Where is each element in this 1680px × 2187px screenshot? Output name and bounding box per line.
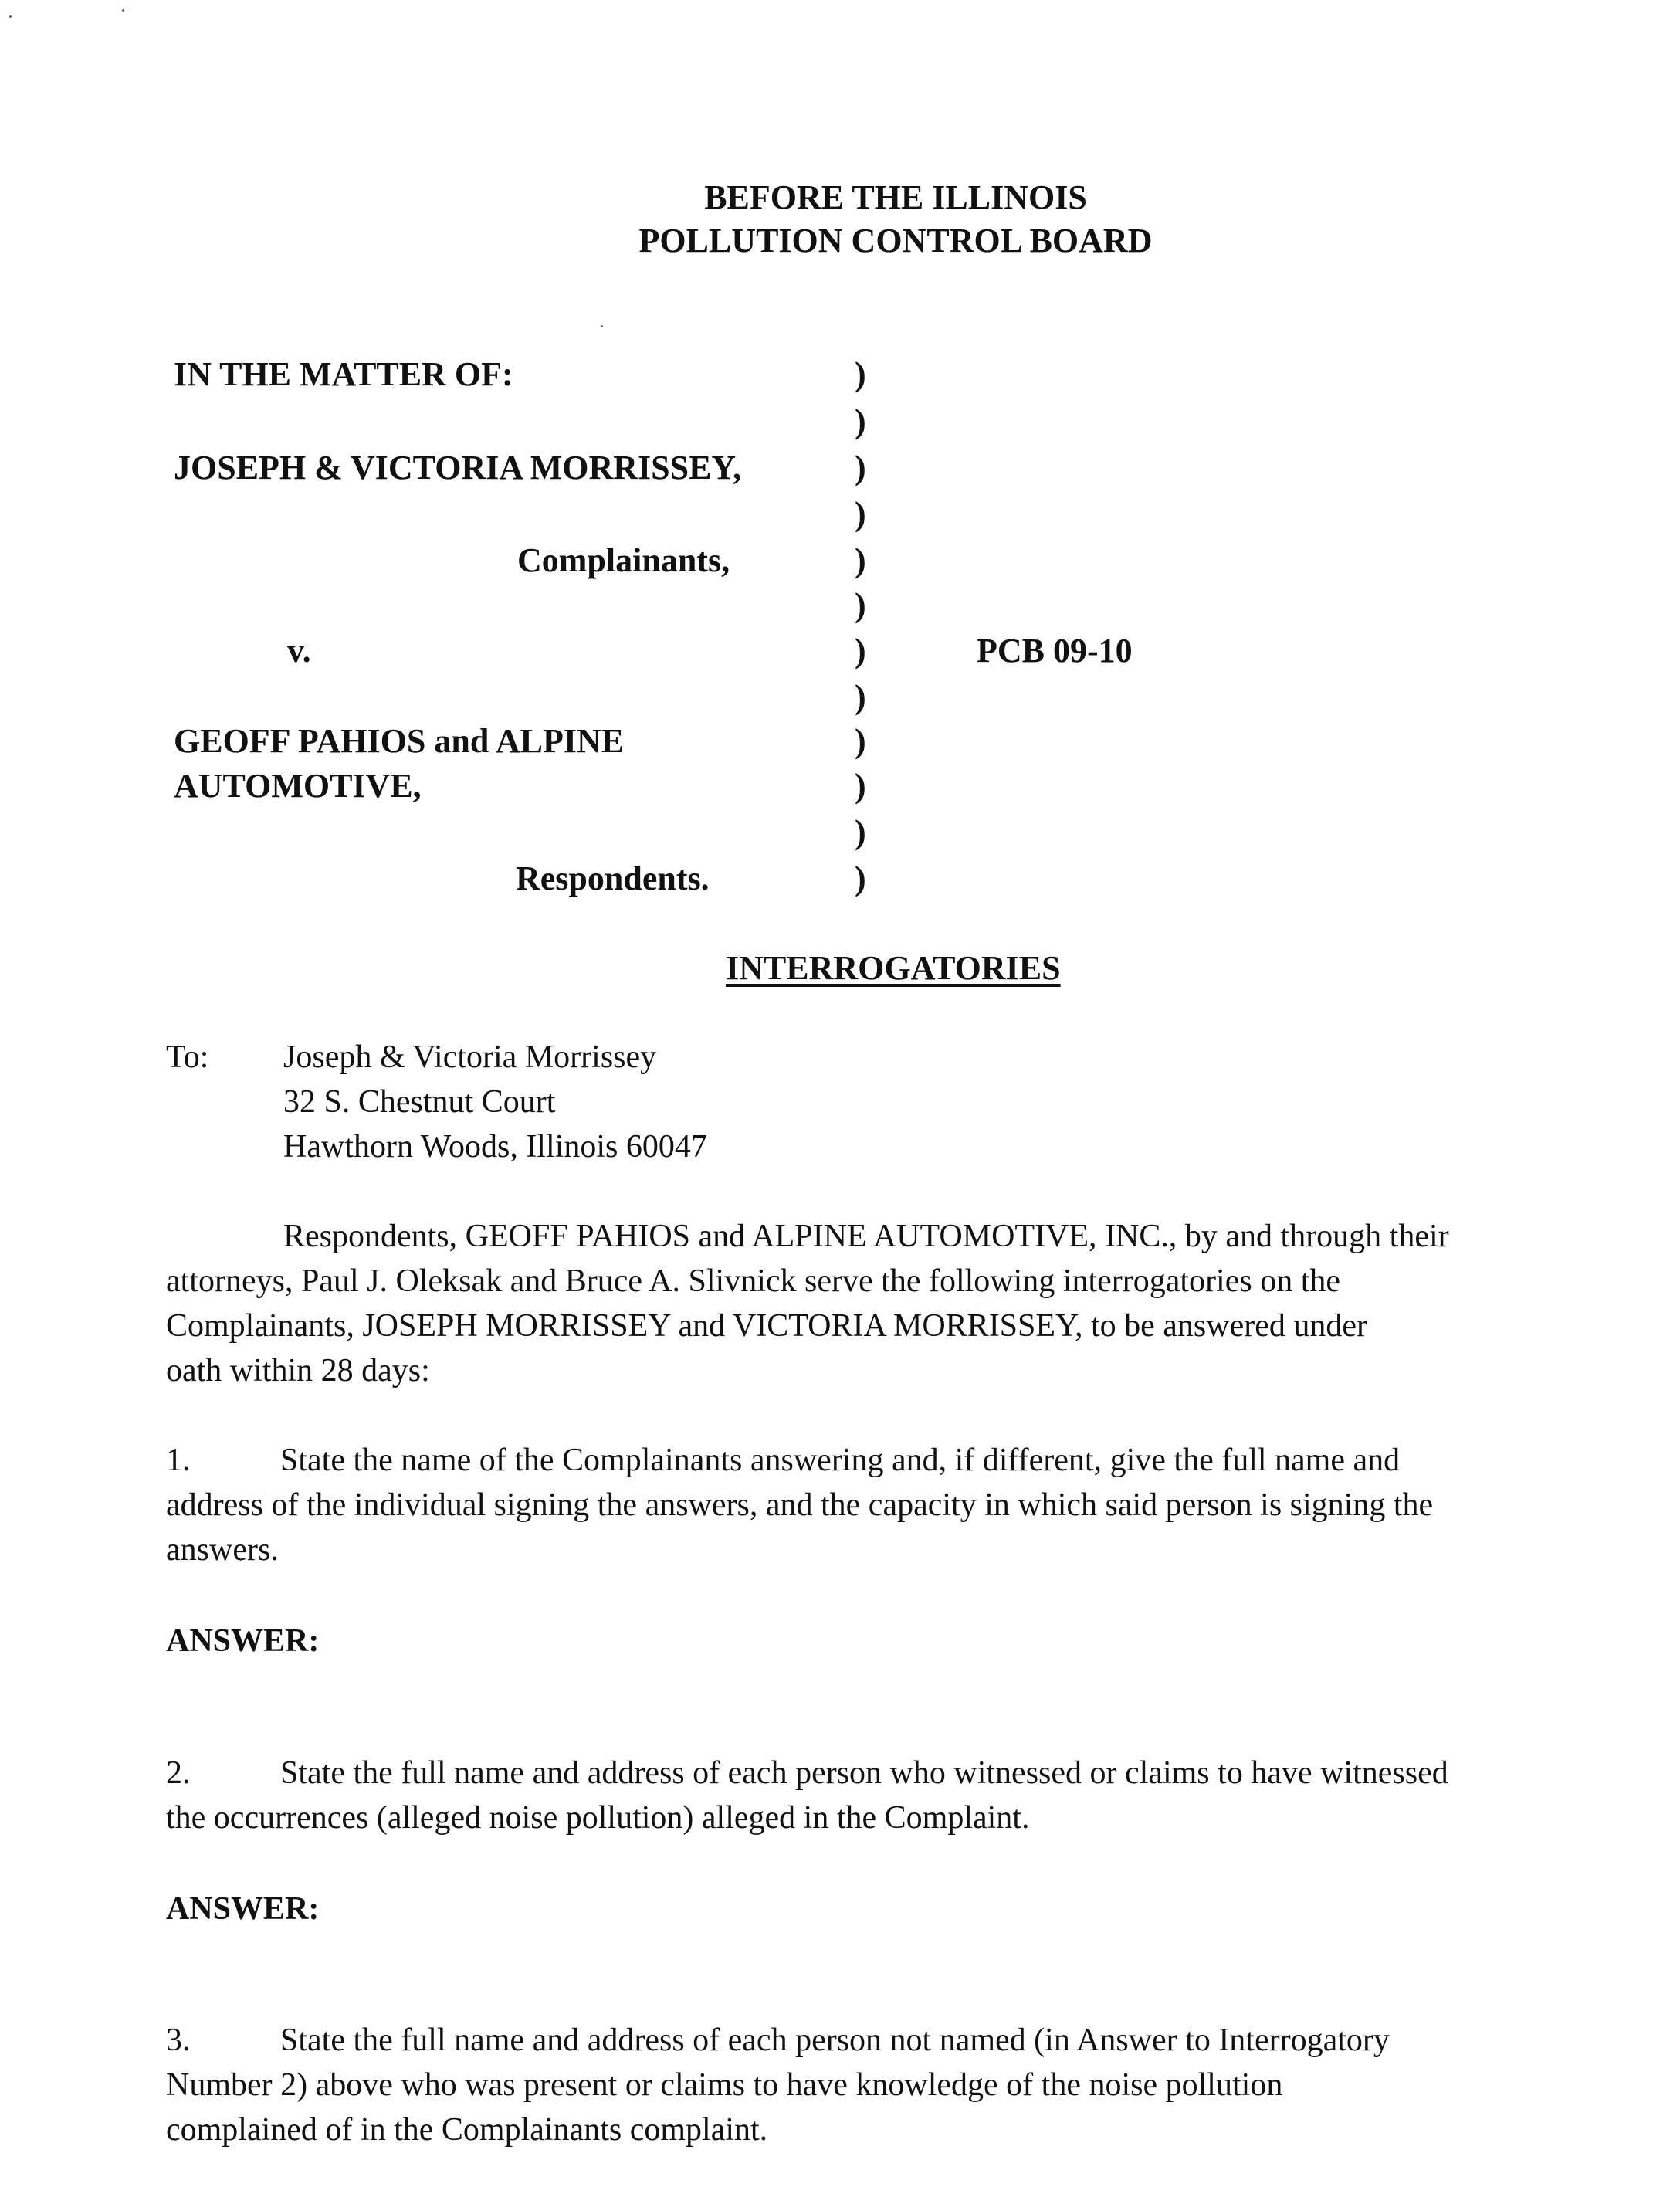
- answer-label-1: ANSWER:: [166, 1623, 320, 1659]
- address-line-1: Joseph & Victoria Morrissey: [283, 1039, 657, 1075]
- interrogatory-line: [166, 1751, 1672, 1795]
- caption-paren: ): [855, 541, 866, 579]
- caption-paren: ): [855, 586, 866, 624]
- caption-paren: ): [855, 722, 866, 760]
- interrogatory-line: complained of in the Complainants complaint.: [166, 2112, 768, 2148]
- caption-respondent-line-2: AUTOMOTIVE,: [174, 767, 422, 805]
- document-title: INTERROGATORIES: [726, 949, 1061, 987]
- interrogatory-line: answers.: [166, 1532, 279, 1568]
- interrogatory-text: State the full name and address of each person not named (in Answer to Interrogatory: [280, 2023, 1390, 2058]
- interrogatory-number: 3.: [166, 2023, 191, 2058]
- scan-speck: [601, 325, 603, 327]
- caption-paren: ): [855, 767, 866, 805]
- caption-paren: ): [855, 678, 866, 716]
- intro-paragraph: [166, 1214, 1672, 1393]
- caption-respondent-line-1: GEOFF PAHIOS and ALPINE: [174, 722, 625, 760]
- caption-paren: ): [855, 813, 866, 851]
- caption-respondents-label: Respondents.: [516, 860, 710, 897]
- interrogatory-line: the occurrences (alleged noise pollution) alleged in the Complaint.: [166, 1800, 1030, 1836]
- interrogatory-line: Number 2) above who was present or claims to have knowledge of the noise pollution: [166, 2067, 1283, 2103]
- address-line-3: Hawthorn Woods, Illinois 60047: [283, 1129, 707, 1165]
- caption-matter: IN THE MATTER OF:: [174, 355, 513, 393]
- interrogatory-line: [166, 2018, 1672, 2063]
- case-number: PCB 09-10: [977, 632, 1133, 670]
- interrogatory-3: [166, 2018, 1672, 2152]
- caption-paren: ): [855, 495, 866, 533]
- interrogatory-number: 2.: [166, 1755, 191, 1791]
- caption-versus: v.: [287, 632, 311, 670]
- intro-line: oath within 28 days:: [166, 1353, 430, 1388]
- caption-paren: ): [855, 402, 866, 440]
- interrogatory-line: [166, 1438, 1672, 1483]
- caption-paren: ): [855, 632, 866, 670]
- header-line-1: BEFORE THE ILLINOIS: [704, 178, 1087, 216]
- intro-line: Complainants, JOSEPH MORRISSEY and VICTORIA MORRISSEY, to be answered under: [166, 1308, 1367, 1344]
- caption-paren: ): [855, 449, 866, 487]
- caption-complainants-label: Complainants,: [517, 541, 730, 579]
- header-line-2: POLLUTION CONTROL BOARD: [638, 222, 1153, 259]
- answer-label-2: ANSWER:: [166, 1891, 320, 1927]
- address-to-label: To:: [166, 1039, 209, 1075]
- scan-speck: [122, 9, 124, 12]
- scan-speck: [9, 15, 12, 18]
- interrogatory-number: 1.: [166, 1443, 191, 1478]
- intro-line: Respondents, GEOFF PAHIOS and ALPINE AUTOMOTIVE, INC., by and through their: [283, 1219, 1449, 1254]
- interrogatory-text: State the full name and address of each person who witnessed or claims to have witnessed: [280, 1755, 1448, 1791]
- intro-line: attorneys, Paul J. Oleksak and Bruce A. Slivnick serve the following interrogatories on the: [166, 1263, 1341, 1299]
- interrogatory-2: [166, 1751, 1672, 1840]
- caption-paren: ): [855, 355, 866, 393]
- interrogatory-1: [166, 1438, 1672, 1572]
- caption-complainant-names: JOSEPH & VICTORIA MORRISSEY,: [174, 449, 742, 487]
- address-line-2: 32 S. Chestnut Court: [283, 1084, 556, 1120]
- interrogatory-text: State the name of the Complainants answering and, if different, give the full name and: [280, 1443, 1401, 1478]
- interrogatory-line: address of the individual signing the answers, and the capacity in which said person is signing the: [166, 1487, 1434, 1523]
- caption-paren: ): [855, 860, 866, 897]
